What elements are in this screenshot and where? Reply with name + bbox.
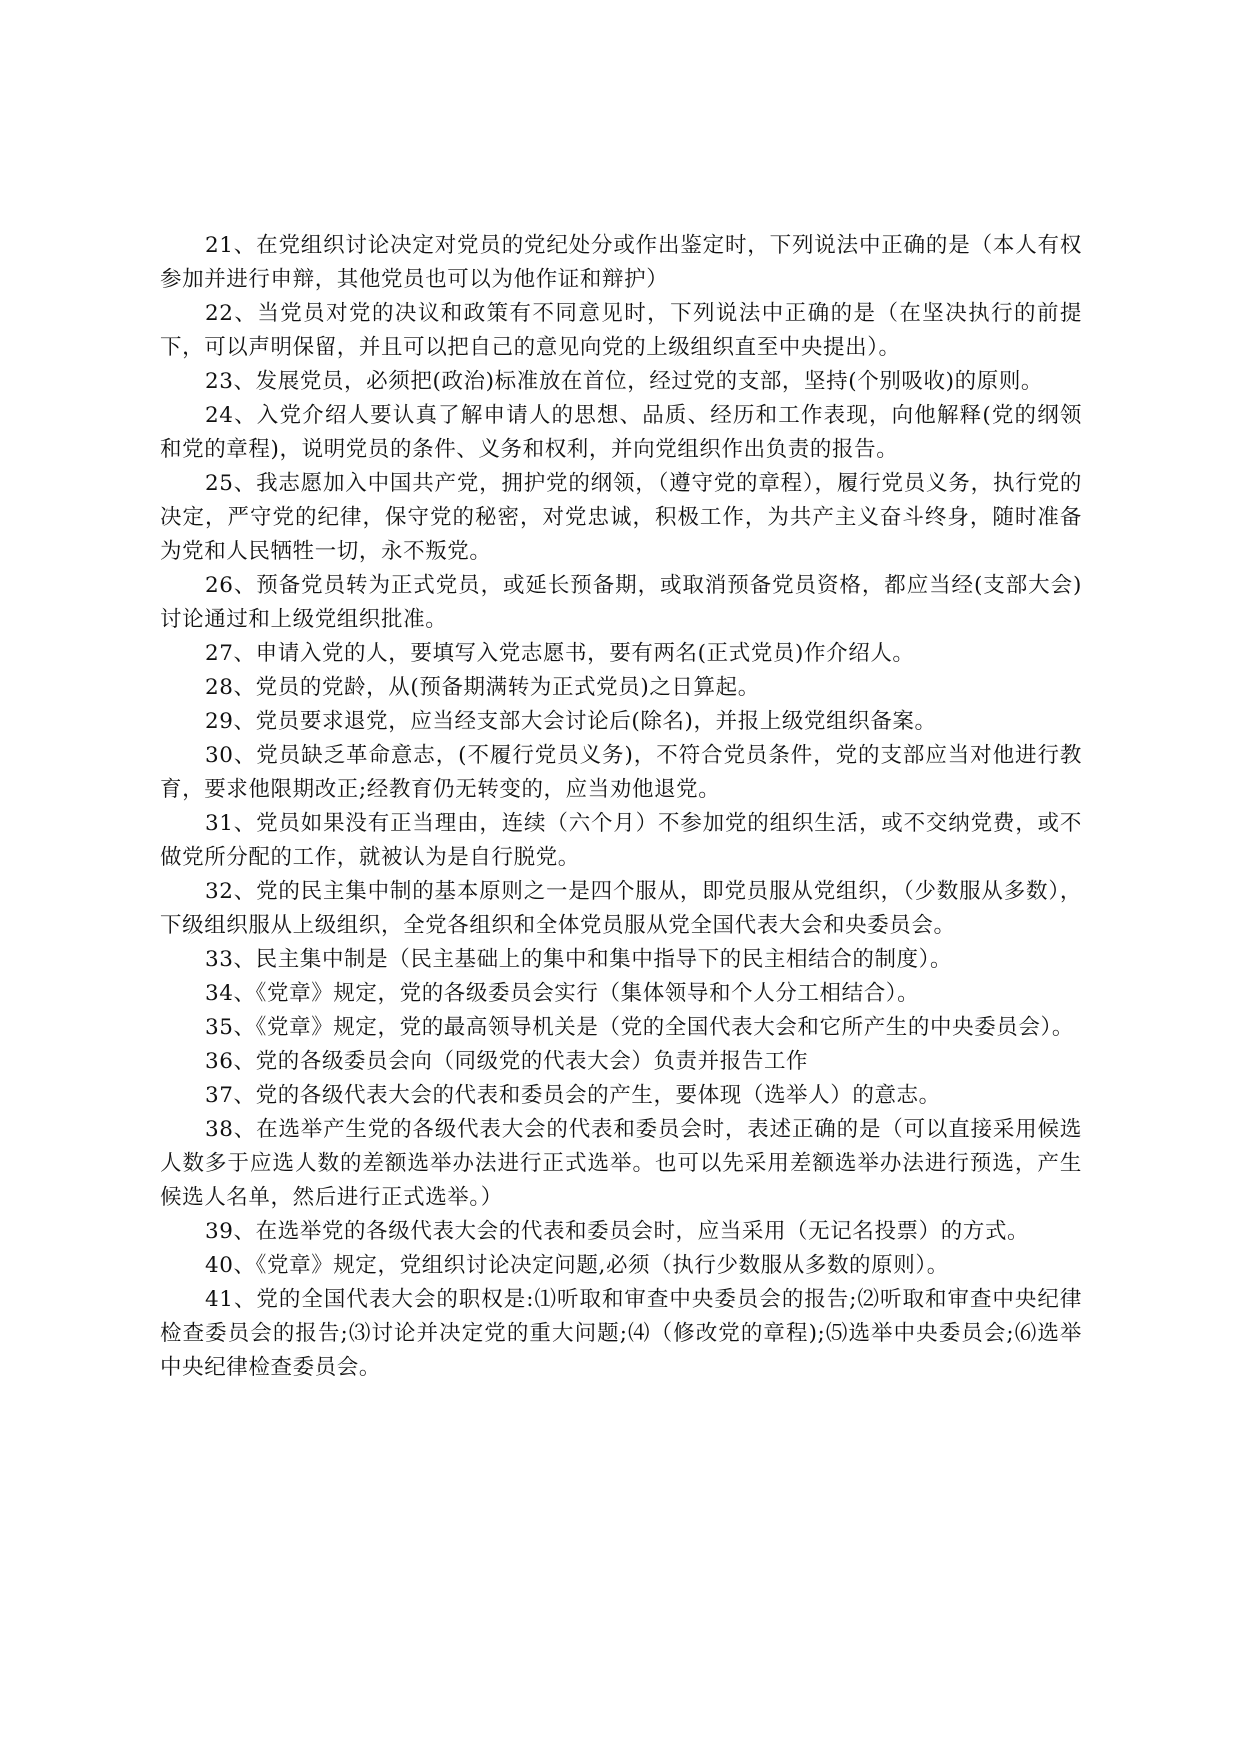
question-30: 30、党员缺乏革命意志，(不履行党员义务)，不符合党员条件，党的支部应当对他进行教育，要求他限期改正;经教育仍无转变的，应当劝他退党。 xyxy=(160,743,1082,802)
question-41: 41、党的全国代表大会的职权是:⑴听取和审查中央委员会的报告;⑵听取和审查中央纪律检查委员会的报告;⑶讨论并决定党的重大问题;⑷（修改党的章程);⑸选举中央委员会;⑹选举中央纪律检查委员会。 xyxy=(160,1287,1082,1380)
question-25: 25、我志愿加入中国共产党，拥护党的纲领，（遵守党的章程），履行党员义务，执行党的决定，严守党的纪律，保守党的秘密，对党忠诚，积极工作，为共产主义奋斗终身，随时准备为党和人民牺牲一切，永不叛党。 xyxy=(160,471,1082,564)
question-22: 22、当党员对党的决议和政策有不同意见时，下列说法中正确的是（在坚决执行的前提下，可以声明保留，并且可以把自己的意见向党的上级组织直至中央提出）。 xyxy=(160,301,1082,360)
question-35: 35、《党章》规定，党的最高领导机关是（党的全国代表大会和它所产生的中央委员会）。 xyxy=(205,1015,1074,1040)
question-24: 24、入党介绍人要认真了解申请人的思想、品质、经历和工作表现，向他解释(党的纲领和党的章程)，说明党员的条件、义务和权利，并向党组织作出负责的报告。 xyxy=(160,403,1082,462)
question-38: 38、在选举产生党的各级代表大会的代表和委员会时，表述正确的是（可以直接采用候选人数多于应选人数的差额选举办法进行正式选举。也可以先采用差额选举办法进行预选，产生候选人名单，然后进行正式选举。） xyxy=(160,1117,1082,1210)
question-31: 31、党员如果没有正当理由，连续（六个月）不参加党的组织生活，或不交纳党费，或不做党所分配的工作，就被认为是自行脱党。 xyxy=(160,811,1082,870)
question-39: 39、在选举党的各级代表大会的代表和委员会时，应当采用（无记名投票）的方式。 xyxy=(205,1219,1030,1244)
document-body xyxy=(160,229,1082,1385)
question-27: 27、申请入党的人，要填写入党志愿书，要有两名(正式党员)作介绍人。 xyxy=(205,641,915,666)
question-29: 29、党员要求退党，应当经支部大会讨论后(除名)，并报上级党组织备案。 xyxy=(205,709,937,734)
question-40: 40、《党章》规定，党组织讨论决定问题,必须（执行少数服从多数的原则）。 xyxy=(205,1253,949,1278)
question-28: 28、党员的党龄，从(预备期满转为正式党员)之日算起。 xyxy=(205,675,760,700)
question-36: 36、党的各级委员会向（同级党的代表大会）负责并报告工作 xyxy=(205,1049,809,1074)
question-26: 26、预备党员转为正式党员，或延长预备期，或取消预备党员资格，都应当经(支部大会)讨论通过和上级党组织批准。 xyxy=(160,573,1082,632)
question-23: 23、发展党员，必须把(政治)标准放在首位，经过党的支部，坚持(个别吸收)的原则。 xyxy=(205,369,1044,394)
question-32: 32、党的民主集中制的基本原则之一是四个服从，即党员服从党组织，（少数服从多数），下级组织服从上级组织，全党各组织和全体党员服从党全国代表大会和央委员会。 xyxy=(160,879,1082,938)
question-37: 37、党的各级代表大会的代表和委员会的产生，要体现（选举人）的意志。 xyxy=(205,1083,941,1108)
question-33: 33、民主集中制是（民主基础上的集中和集中指导下的民主相结合的制度）。 xyxy=(205,947,953,972)
question-21: 21、在党组织讨论决定对党员的党纪处分或作出鉴定时，下列说法中正确的是（本人有权参加并进行申辩，其他党员也可以为他作证和辩护） xyxy=(160,233,1082,292)
question-34: 34、《党章》规定，党的各级委员会实行（集体领导和个人分工相结合）。 xyxy=(205,981,920,1006)
